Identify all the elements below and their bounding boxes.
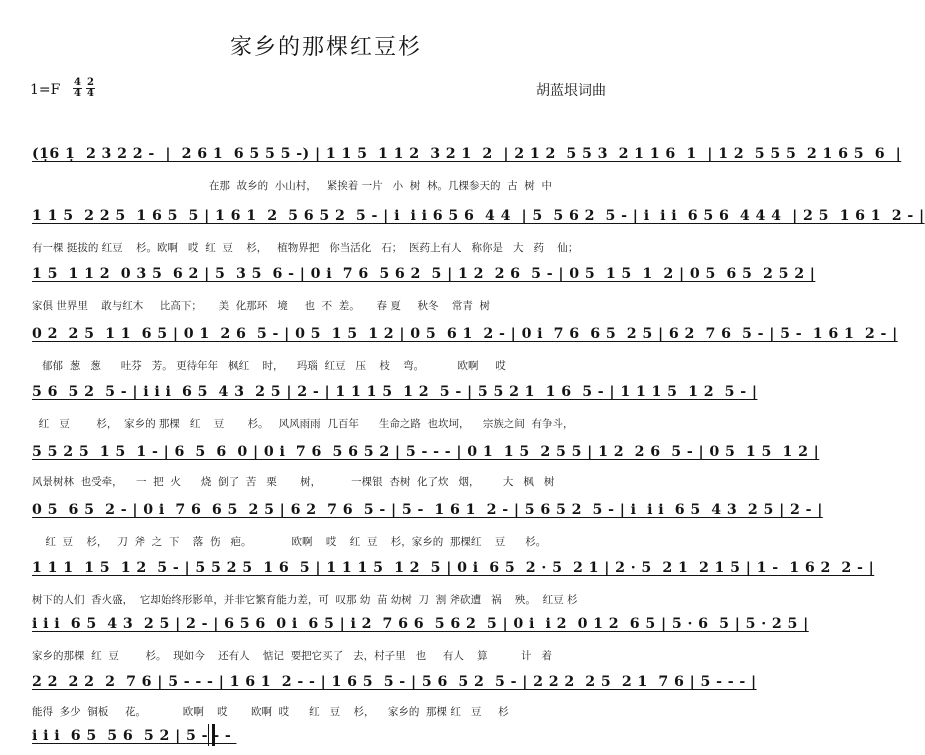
time-signature-2-4	[86, 78, 95, 99]
lyric-line-2: 有一棵 挺拔的 红豆 杉。欧啊 哎 红 豆 杉， 植物界把 你当活化 石； 医药上有人 称你是 大 药 仙；	[32, 242, 579, 254]
notation-line-7: 0 5 6 5 2 - | 0 i 7 6 6 5 2 5 | 6 2 7 6 5 - | 5 - 1 6 1 2 - | 5 6 5 2 5 - | i i i 6 5 4 3 2 5 | 2 - |	[32, 502, 823, 518]
notation-line-8: 1 1 1 1 5 1 2 5 - | 5 5 2 5 1 6 5 | 1 1 1 5 1 2 5 | 0 i 6 5 2 · 5 2 1 | 2 · 5 2 1 2 1 5 | 1 - 1 6 2 2 - |	[32, 560, 875, 576]
notation-line-6: 5 5 2 5 1 5 1 - | 6 5 6 0 | 0 i 7 6 5 6 5 2 | 5 - - - | 0 1 1 5 2 5 5 | 1 2 2 6 5 - | 0 5 1 5 1 2 |	[32, 444, 820, 460]
key-signature: 1=F	[30, 82, 61, 98]
notation-line-10: 2 2 2 2 2 7 6 | 5 - - - | 1 6 1 2 - - | 1 6 5 5 - | 5 6 5 2 5 - | 2 2 2 2 5 2 1 7 6 | 5 - - - |	[32, 674, 757, 690]
lyric-line-8: 树下的人们 香火盛， 它却始终形影单，并非它繁育能力差，可 叹那 幼 苗 幼树 刀 割 斧砍遭 祸 殃。 红豆 杉	[32, 594, 578, 606]
notation-line-3: 1 5 1 1 2 0 3 5 6 2 | 5 3 5 6 - | 0 i 7 6 5 6 2 5 | 1 2 2 6 5 - | 0 5 1 5 1 2 | 0 5 6 5 2 5 2 |	[32, 266, 816, 282]
song-title: 家乡的那棵红豆杉	[229, 35, 422, 60]
final-barline	[208, 724, 215, 746]
lyric-line-5: 红 豆 杉， 家乡的 那棵 红 豆 杉。 风风雨雨 几百年 生命之路 也坎坷， 宗族之间 有争斗，	[32, 418, 574, 430]
notation-line-4: 0 2 2 5 1 1 6 5 | 0 1 2 6 5 - | 0 5 1 5 1 2 | 0 5 6 1 2 - | 0 i 7 6 6 5 2 5 | 6 2 7 6 5 - | 5 - 1 6 1 2 - |	[32, 326, 898, 342]
meter-bottom: 4	[87, 88, 94, 99]
notation-line-5: 5 6 5 2 5 - | i i i 6 5 4 3 2 5 | 2 - | 1 1 1 5 1 2 5 - | 5 5 2 1 1 6 5 - | 1 1 1 5 1 2 5 - |	[32, 384, 758, 400]
lyric-line-7: 红 豆 杉， 刀 斧 之 下 落 伤 疤。 欧啊 哎 红 豆 杉，家乡的 那棵红 豆 杉。	[32, 536, 547, 548]
notation-line-11: i i i 6 5 5 6 5 2 | 5 - - -	[32, 728, 237, 744]
time-signature-4-4	[73, 78, 82, 99]
lyric-line-6: 风景树林 也受牵， 一 把 火 烧 倒了 苦 栗 树， 一棵银 杏树 化了炊 烟， 大 枫 树	[32, 476, 555, 488]
meter-top: 4	[74, 77, 81, 88]
lyric-line-9: 家乡的那棵 红 豆 杉。 现如今 还有人 惦记 要把它买了 去，村子里 也 有人 算 计 着	[32, 650, 553, 662]
notation-line-9: i i i 6 5 4 3 2 5 | 2 - | 6 5 6 0 i 6 5 | i 2 7 6 6 5 6 2 5 | 0 i i 2 0 1 2 6 5 | 5 · 6 5 | 5 · 2 5 |	[32, 616, 809, 632]
meter-top: 2	[87, 77, 94, 88]
lyric-line-1: 在那 故乡的 小山村， 紧挨着 一片 小 树 林。几棵参天的 古 树 中	[32, 180, 552, 192]
lyric-line-4: 郁郁 葱 葱 吐芬 芳。 更待年年 枫红 时， 玛瑙 红豆 压 枝 弯。 欧啊 哎	[32, 360, 506, 372]
composer-credit: 胡蓝垠词曲	[536, 83, 606, 99]
lyric-line-10: 能得 多少 铜板 花。 欧啊 哎 欧啊 哎 红 豆 杉， 家乡的 那棵 红 豆 杉	[32, 706, 509, 718]
notation-line-2: 1 1 5 2 2 5 1 6 5 5 | 1 6 1 2 5 6 5 2 5 - | i i i 6 5 6 4 4 | 5 5 6 2 5 - | i i i 6 5 6 4 4 4 | 2 5 1 6 1 2 - |	[32, 208, 925, 224]
lyric-line-3: 家俱 世界里 敢与红木 比高下； 美 化那环 境 也 不 差。 春 夏 秋冬 常青 树	[32, 300, 491, 312]
meter-bottom: 4	[74, 88, 81, 99]
notation-line-1: (1̣6 1̣ 2 3 2 2 - | 2 6 1 6 5 5 5 -) | 1 1 5 1 1 2 3 2 1 2 | 2 1 2 5 5 3 2 1 1 6 1 | 1 2 5 5 5 2 1 6 5 6 |	[32, 146, 902, 162]
